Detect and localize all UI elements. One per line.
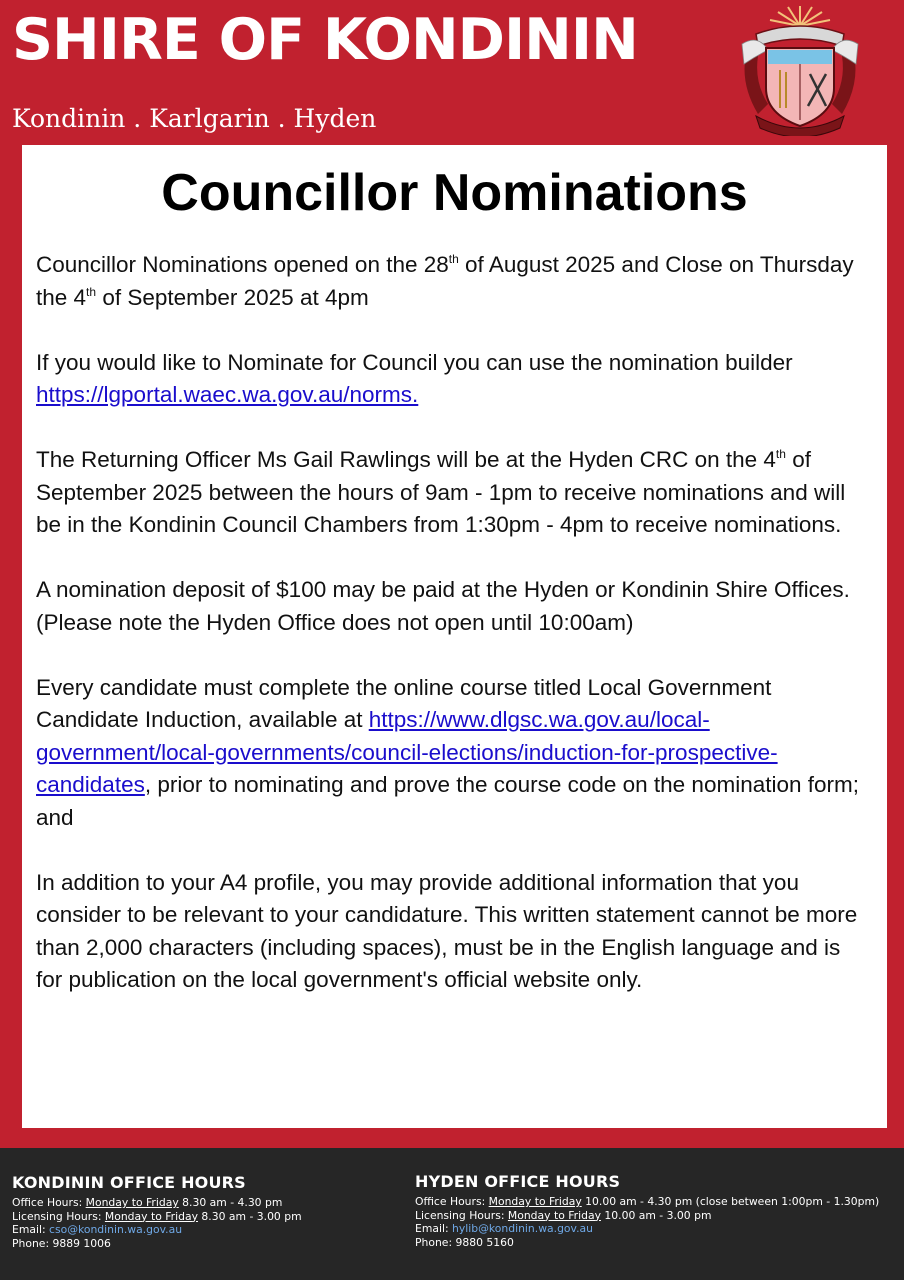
- text: If you would like to Nominate for Council you can use the nomination builder: [36, 349, 793, 375]
- time: 10.00 am - 4.30 pm (close between 1:00pm - 1.30pm): [581, 1195, 880, 1208]
- paragraph-nomination-dates: [36, 249, 871, 314]
- kondinin-office-hours-line: [12, 1196, 302, 1210]
- superscript: th: [86, 284, 97, 299]
- hyden-office-hours: [415, 1173, 879, 1249]
- footer: [0, 1148, 904, 1280]
- kondinin-email-link[interactable]: cso@kondinin.wa.gov.au: [49, 1223, 183, 1236]
- paragraph-deposit: [36, 574, 871, 639]
- superscript: th: [448, 252, 459, 266]
- hyden-phone: Phone: 9880 5160: [415, 1235, 514, 1249]
- label: Licensing Hours:: [12, 1209, 105, 1223]
- induction-course-link[interactable]: https://www.dlgsc.wa.gov.au/local-government/local-governments/council-elections/induction-for-prospective-candidates: [36, 707, 778, 797]
- text: The Returning Officer Ms Gail Rawlings will be at the Hyden CRC on the 4: [36, 447, 776, 472]
- hyden-licensing-hours-line: [415, 1209, 879, 1223]
- notice-body: [36, 249, 871, 1029]
- kondinin-phone: Phone: 9889 1006: [12, 1236, 111, 1250]
- text: A nomination deposit of $100 may be paid at the Hyden or Kondinin Shire Offices.: [36, 577, 850, 602]
- paragraph-additional-info: In addition to your A4 profile, you may provide additional information that you consider to be relevant to your candidature. This written statement cannot be more than 2,000 characters (including spaces), must be in the English language and is for publication on the local government's official website only.: [36, 869, 858, 992]
- nomination-builder-link[interactable]: https://lgportal.waec.wa.gov.au/norms.: [36, 382, 419, 407]
- kondinin-office-title: KONDININ OFFICE HOURS: [12, 1173, 246, 1192]
- page-title: Councillor Nominations: [161, 164, 748, 222]
- text: (Please note the Hyden Office does not open until 10:00am): [36, 609, 634, 635]
- kondinin-licensing-hours-line: [12, 1210, 302, 1224]
- shire-title: SHIRE OF KONDININ: [12, 7, 638, 73]
- time: 10.00 am - 3.00 pm: [600, 1208, 712, 1222]
- text: of September 2025 at 4pm: [96, 284, 369, 310]
- label: Office Hours:: [12, 1196, 86, 1209]
- hyden-office-title: HYDEN OFFICE HOURS: [415, 1172, 621, 1191]
- days: Monday to Friday: [85, 1196, 179, 1209]
- text: Councillor Nominations opened on the 28: [36, 252, 449, 277]
- days: Monday to Friday: [104, 1209, 198, 1223]
- paragraph-nomination-builder: [36, 347, 871, 412]
- label: Licensing Hours:: [415, 1208, 508, 1222]
- hyden-email-link[interactable]: hylib@kondinin.wa.gov.au: [452, 1222, 593, 1235]
- label: Office Hours:: [415, 1195, 489, 1208]
- text: of September 2025 between the hours of 9am - 1pm to receive nominations and will be in the Kondinin Council Chambers from 1:30pm - 4pm to receive nominations.: [36, 447, 846, 537]
- time: 8.30 am - 3.00 pm: [197, 1209, 302, 1223]
- time: 8.30 am - 4.30 pm: [178, 1196, 283, 1209]
- days: Monday to Friday: [488, 1195, 582, 1208]
- label: Email:: [415, 1222, 453, 1235]
- days: Monday to Friday: [507, 1208, 601, 1222]
- hyden-email-line: [415, 1222, 879, 1236]
- kondinin-email-line: [12, 1223, 302, 1237]
- towns-subtitle: Kondinin . Karlgarin . Hyden: [12, 104, 377, 133]
- header-banner: [0, 0, 904, 145]
- paragraph-returning-officer: [36, 444, 871, 542]
- text: of August 2025 and Close on Thursday the 4: [36, 252, 854, 310]
- text: Every candidate must complete the online course titled Local Government Candidate Induction, available at: [36, 674, 772, 732]
- paragraph-induction-course: [36, 672, 871, 835]
- text: , prior to nominating and prove the course code on the nomination form; and: [36, 772, 860, 830]
- shire-crest-logo: [738, 4, 862, 136]
- notice-panel: [22, 145, 887, 1128]
- hyden-office-hours-line: [415, 1195, 879, 1209]
- label: Email:: [12, 1223, 50, 1236]
- kondinin-office-hours: [12, 1174, 302, 1250]
- superscript: th: [775, 447, 786, 461]
